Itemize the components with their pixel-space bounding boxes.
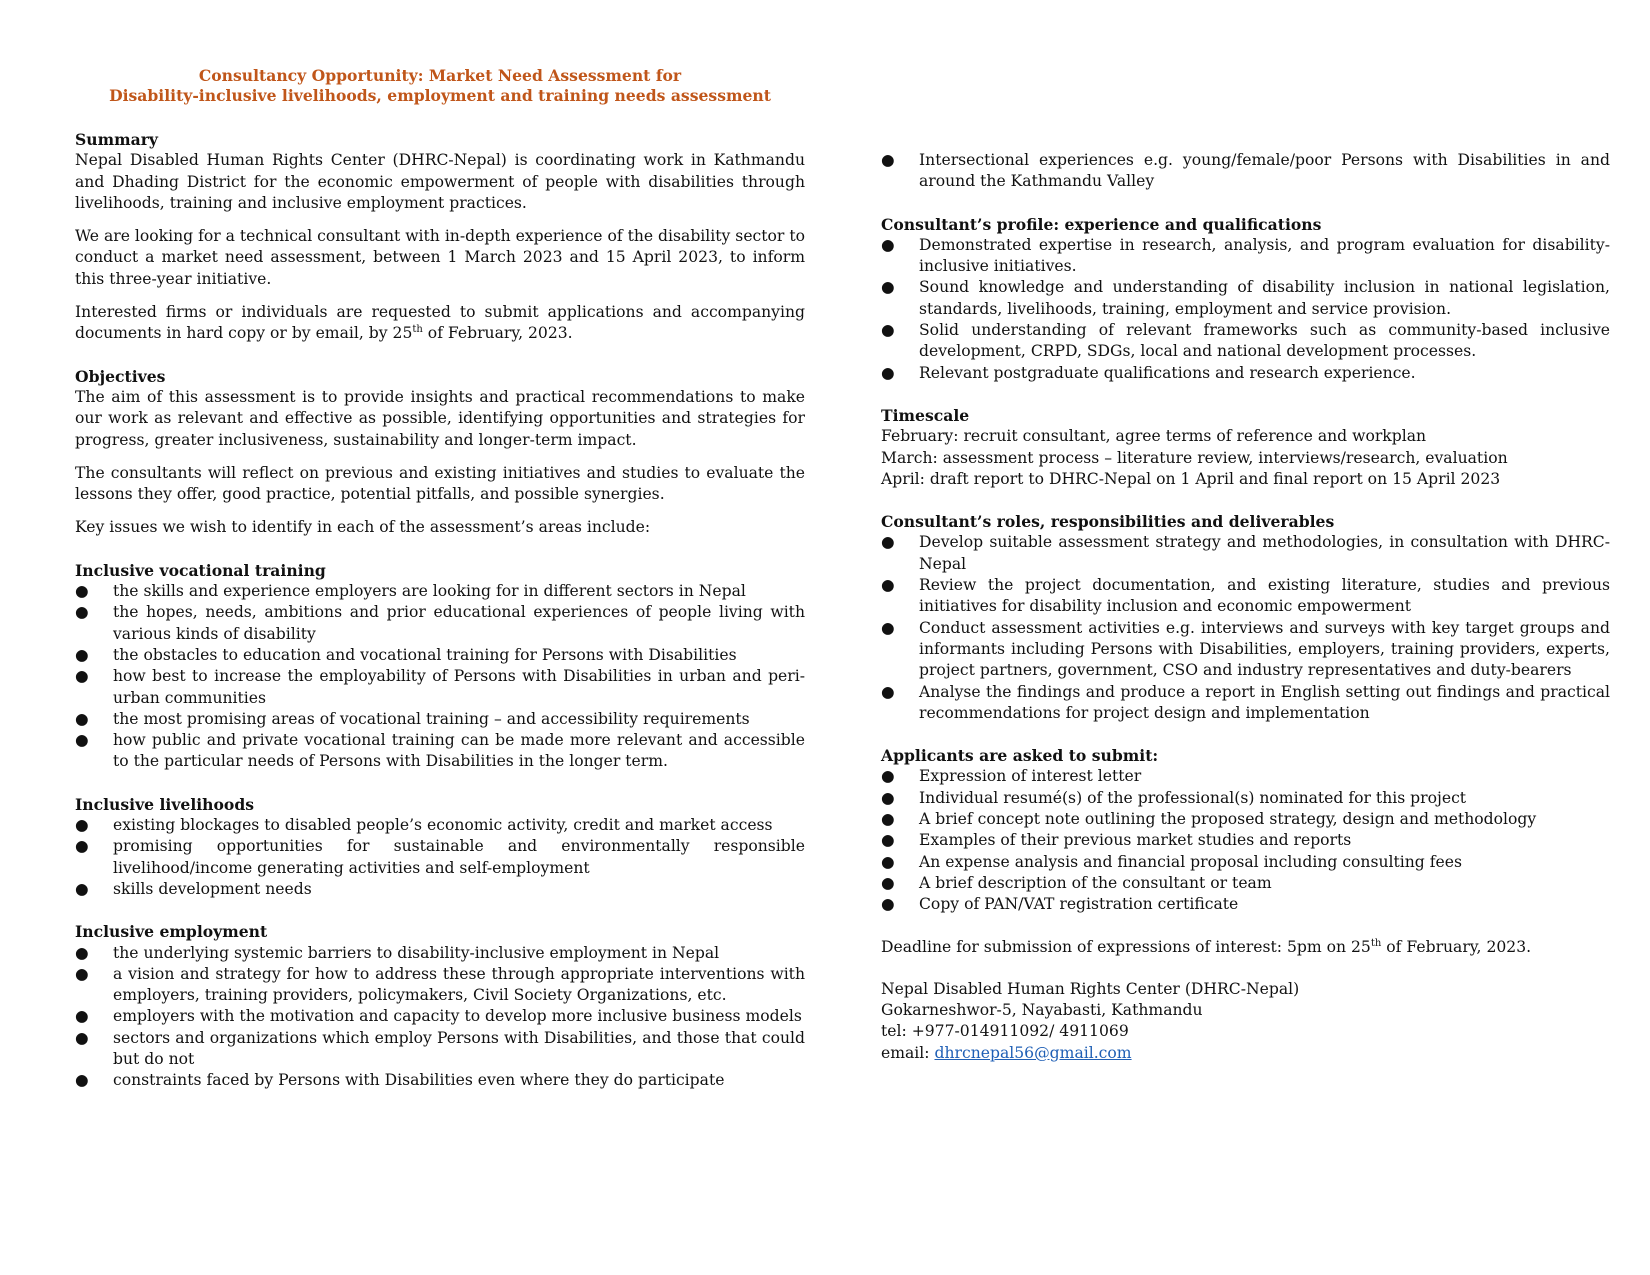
- timescale-heading: Timescale: [881, 405, 970, 425]
- list-item-text: Conduct assessment activities e.g. interviews and surveys with key target groups and informants including Persons with Disabilities, employers, training providers, experts, project partners, government, CSO and industry representatives and duty-bearers: [919, 618, 1610, 680]
- list-item-text: how public and private vocational training can be made more relevant and accessible to the particular needs of Persons with Disabilities in the longer term.: [113, 731, 805, 771]
- list-item: [881, 363, 1610, 384]
- bullet-icon: ●: [881, 151, 895, 169]
- bullet-icon: ●: [75, 667, 89, 686]
- contact-email-label: email:: [881, 1043, 935, 1062]
- bullet-icon: ●: [881, 831, 895, 850]
- summary-p3-text: Interested firms or individuals are requested to submit applications and accompanying documents in hard copy or by email, by 25: [75, 303, 805, 343]
- list-item: [75, 581, 805, 602]
- bullet-icon: ●: [881, 321, 895, 340]
- list-item: [881, 852, 1610, 873]
- list-item-text: employers with the motivation and capacity to develop more inclusive business models: [113, 1007, 802, 1026]
- bullet-icon: ●: [881, 576, 895, 595]
- left-column: [75, 129, 805, 1092]
- list-item-text: the most promising areas of vocational training – and accessibility requirements: [113, 709, 750, 728]
- email-link[interactable]: dhrcnepal56@gmail.com: [934, 1043, 1132, 1062]
- list-item-text: the hopes, needs, ambitions and prior educational experiences of people living with various kinds of disability: [113, 603, 805, 643]
- bullet-icon: ●: [881, 618, 895, 637]
- deadline-tail: of February, 2023.: [1381, 937, 1532, 956]
- list-item-text: Sound knowledge and understanding of disability inclusion in national legislation, standards, livelihoods, training, employment and service provision.: [919, 278, 1610, 318]
- right-column: [881, 150, 1610, 1064]
- bullet-icon: ●: [75, 1071, 89, 1090]
- bullet-icon: ●: [881, 278, 895, 297]
- timescale-line-february: February: recruit consultant, agree terms of reference and workplan: [881, 427, 1427, 446]
- profile-heading: Consultant’s profile: experience and qualifications: [881, 214, 1322, 234]
- title-line-1: Consultancy Opportunity: Market Need Assessment for: [198, 66, 682, 85]
- bullet-icon: ●: [881, 810, 895, 829]
- contact-email-line: [881, 1043, 1610, 1064]
- list-item-text: Demonstrated expertise in research, analysis, and program evaluation for disability-inclusive initiatives.: [919, 235, 1610, 276]
- list-item: [881, 277, 1610, 320]
- list-item: [881, 894, 1610, 915]
- list-item: [881, 830, 1610, 851]
- list-item: [75, 1006, 805, 1027]
- list-item-text: how best to increase the employability of Persons with Disabilities in urban and peri-urban communities: [113, 667, 805, 707]
- bullet-icon: ●: [881, 767, 895, 786]
- list-item: [75, 1028, 805, 1071]
- list-item: [75, 730, 805, 773]
- submit-list: [881, 766, 1610, 915]
- summary-heading: Summary: [75, 130, 158, 149]
- objectives-paragraph-1: The aim of this assessment is to provide insights and practical recommendations to make our work as relevant and effective as possible, identifying opportunities and strategies for progress, greater inclusiveness, sustainability and longer-term impact.: [75, 387, 805, 449]
- bullet-icon: ●: [75, 964, 89, 983]
- bullet-icon: ●: [75, 879, 89, 898]
- list-item: [75, 645, 805, 666]
- list-item-text: the underlying systemic barriers to disability-inclusive employment in Nepal: [113, 943, 720, 962]
- bullet-icon: ●: [75, 603, 89, 622]
- timescale-line-april: April: draft report to DHRC-Nepal on 1 April and final report on 15 April 2023: [881, 469, 1501, 488]
- bullet-icon: ●: [75, 943, 89, 962]
- list-item-text: the skills and experience employers are looking for in different sectors in Nepal: [113, 582, 746, 601]
- list-item: [75, 602, 805, 645]
- summary-p3-sup: th: [412, 324, 423, 336]
- employment-heading: Inclusive employment: [75, 922, 268, 942]
- list-item: [75, 836, 805, 879]
- submit-heading: Applicants are asked to submit:: [881, 746, 1159, 766]
- list-item-text: Copy of PAN/VAT registration certificate: [919, 895, 1239, 914]
- list-item: [881, 788, 1610, 809]
- summary-paragraph-3: [75, 302, 805, 345]
- list-item-text: constraints faced by Persons with Disabilities even where they do participate: [113, 1071, 725, 1090]
- bullet-icon: ●: [75, 731, 89, 750]
- vocational-list: [75, 581, 805, 773]
- bullet-icon: ●: [881, 852, 895, 871]
- list-item: [881, 575, 1610, 618]
- list-item-text: skills development needs: [113, 879, 312, 898]
- list-item-text: promising opportunities for sustainable and environmentally responsible livelihood/income generating activities and self-employment: [113, 837, 805, 877]
- list-item: [881, 532, 1610, 575]
- bullet-icon: ●: [75, 645, 89, 664]
- contact-tel: tel: +977-014911092/ 4911069: [881, 1022, 1129, 1041]
- bullet-icon: ●: [881, 895, 895, 914]
- livelihoods-heading: Inclusive livelihoods: [75, 794, 255, 814]
- list-item: [75, 666, 805, 709]
- list-item: [881, 766, 1610, 787]
- bullet-icon: ●: [881, 363, 895, 382]
- list-item: [881, 150, 1610, 193]
- employment-list: [75, 943, 805, 1092]
- objectives-paragraph-2: The consultants will reflect on previous and existing initiatives and studies to evaluate the lessons they offer, good practice, potential pitfalls, and possible synergies.: [75, 463, 805, 504]
- bullet-icon: ●: [75, 709, 89, 728]
- list-item-text: existing blockages to disabled people’s economic activity, credit and market access: [113, 816, 773, 835]
- roles-heading: Consultant’s roles, responsibilities and deliverables: [881, 512, 1335, 532]
- list-item: [881, 682, 1610, 725]
- intersectional-list: [881, 150, 1610, 193]
- summary-paragraph-2: We are looking for a technical consultant with in-depth experience of the disability sector to conduct a market need assessment, between 1 March 2023 and 15 April 2023, to inform this three-year initiative.: [75, 227, 805, 288]
- list-item-text: Relevant postgraduate qualifications and research experience.: [919, 363, 1416, 382]
- list-item-text: Examples of their previous market studies and reports: [919, 831, 1352, 850]
- list-item: [75, 943, 805, 964]
- bullet-icon: ●: [75, 1028, 89, 1047]
- list-item-text: a vision and strategy for how to address these through appropriate interventions with employers, training providers, policymakers, Civil Society Organizations, etc.: [113, 964, 805, 1005]
- list-item: [881, 320, 1610, 363]
- document-title: [75, 66, 805, 106]
- list-item: [75, 964, 805, 1007]
- contact-org: Nepal Disabled Human Rights Center (DHRC-Nepal): [881, 979, 1300, 998]
- list-item-text: Solid understanding of relevant frameworks such as community-based inclusive development, CRPD, SDGs, local and national development processes.: [919, 321, 1610, 361]
- deadline-sup: th: [1370, 937, 1382, 949]
- deadline-text: [881, 937, 1610, 958]
- list-item-text: Review the project documentation, and existing literature, studies and previous initiatives for disability inclusion and economic empowerment: [919, 576, 1610, 616]
- list-item-text: A brief description of the consultant or team: [919, 873, 1272, 892]
- list-item: [75, 1070, 805, 1091]
- bullet-icon: ●: [881, 788, 895, 807]
- objectives-paragraph-3: Key issues we wish to identify in each of the assessment’s areas include:: [75, 518, 651, 537]
- bullet-icon: ●: [881, 873, 895, 892]
- list-item-text: Individual resumé(s) of the professional(s) nominated for this project: [919, 788, 1467, 807]
- contact-block: [881, 979, 1610, 1064]
- list-item-text: A brief concept note outlining the proposed strategy, design and methodology: [919, 810, 1537, 829]
- list-item: [75, 879, 805, 900]
- list-item: [881, 618, 1610, 682]
- profile-list: [881, 235, 1610, 384]
- list-item: [881, 873, 1610, 894]
- summary-paragraph-1: Nepal Disabled Human Rights Center (DHRC-Nepal) is coordinating work in Kathmandu and Dhading District for the economic empowerment of people with disabilities through livelihoods, training and inclusive employment practices.: [75, 151, 805, 212]
- bullet-icon: ●: [75, 816, 89, 835]
- bullet-icon: ●: [881, 682, 895, 701]
- list-item: [881, 235, 1610, 278]
- list-item-text: Analyse the findings and produce a report in English setting out findings and practical recommendations for project design and implementation: [919, 682, 1610, 722]
- list-item-text: Expression of interest letter: [919, 767, 1142, 786]
- bullet-icon: ●: [881, 235, 895, 254]
- bullet-icon: ●: [75, 582, 89, 601]
- bullet-icon: ●: [881, 533, 895, 552]
- bullet-icon: ●: [75, 837, 89, 856]
- summary-p3-tail: of February, 2023.: [422, 324, 573, 343]
- list-item-text: sectors and organizations which employ Persons with Disabilities, and those that could but do not: [113, 1028, 805, 1068]
- list-item: [75, 709, 805, 730]
- list-item: [75, 815, 805, 836]
- contact-address: Gokarneshwor-5, Nayabasti, Kathmandu: [881, 1001, 1203, 1020]
- timescale-line-march: March: assessment process – literature review, interviews/research, evaluation: [881, 448, 1508, 467]
- bullet-icon: ●: [75, 1007, 89, 1026]
- vocational-heading: Inclusive vocational training: [75, 560, 326, 580]
- roles-list: [881, 532, 1610, 724]
- livelihoods-list: [75, 815, 805, 900]
- list-item-text: An expense analysis and financial proposal including consulting fees: [919, 852, 1462, 871]
- title-line-2: Disability-inclusive livelihoods, employment and training needs assessment: [109, 86, 771, 105]
- objectives-heading: Objectives: [75, 366, 166, 386]
- list-item-text: Develop suitable assessment strategy and methodologies, in consultation with DHRC-Nepal: [919, 533, 1610, 573]
- list-item: [881, 809, 1610, 830]
- deadline-main: Deadline for submission of expressions of interest: 5pm on 25: [881, 937, 1371, 956]
- list-item-text: the obstacles to education and vocational training for Persons with Disabilities: [113, 645, 737, 664]
- list-item-text: Intersectional experiences e.g. young/female/poor Persons with Disabilities in and around the Kathmandu Valley: [919, 151, 1610, 191]
